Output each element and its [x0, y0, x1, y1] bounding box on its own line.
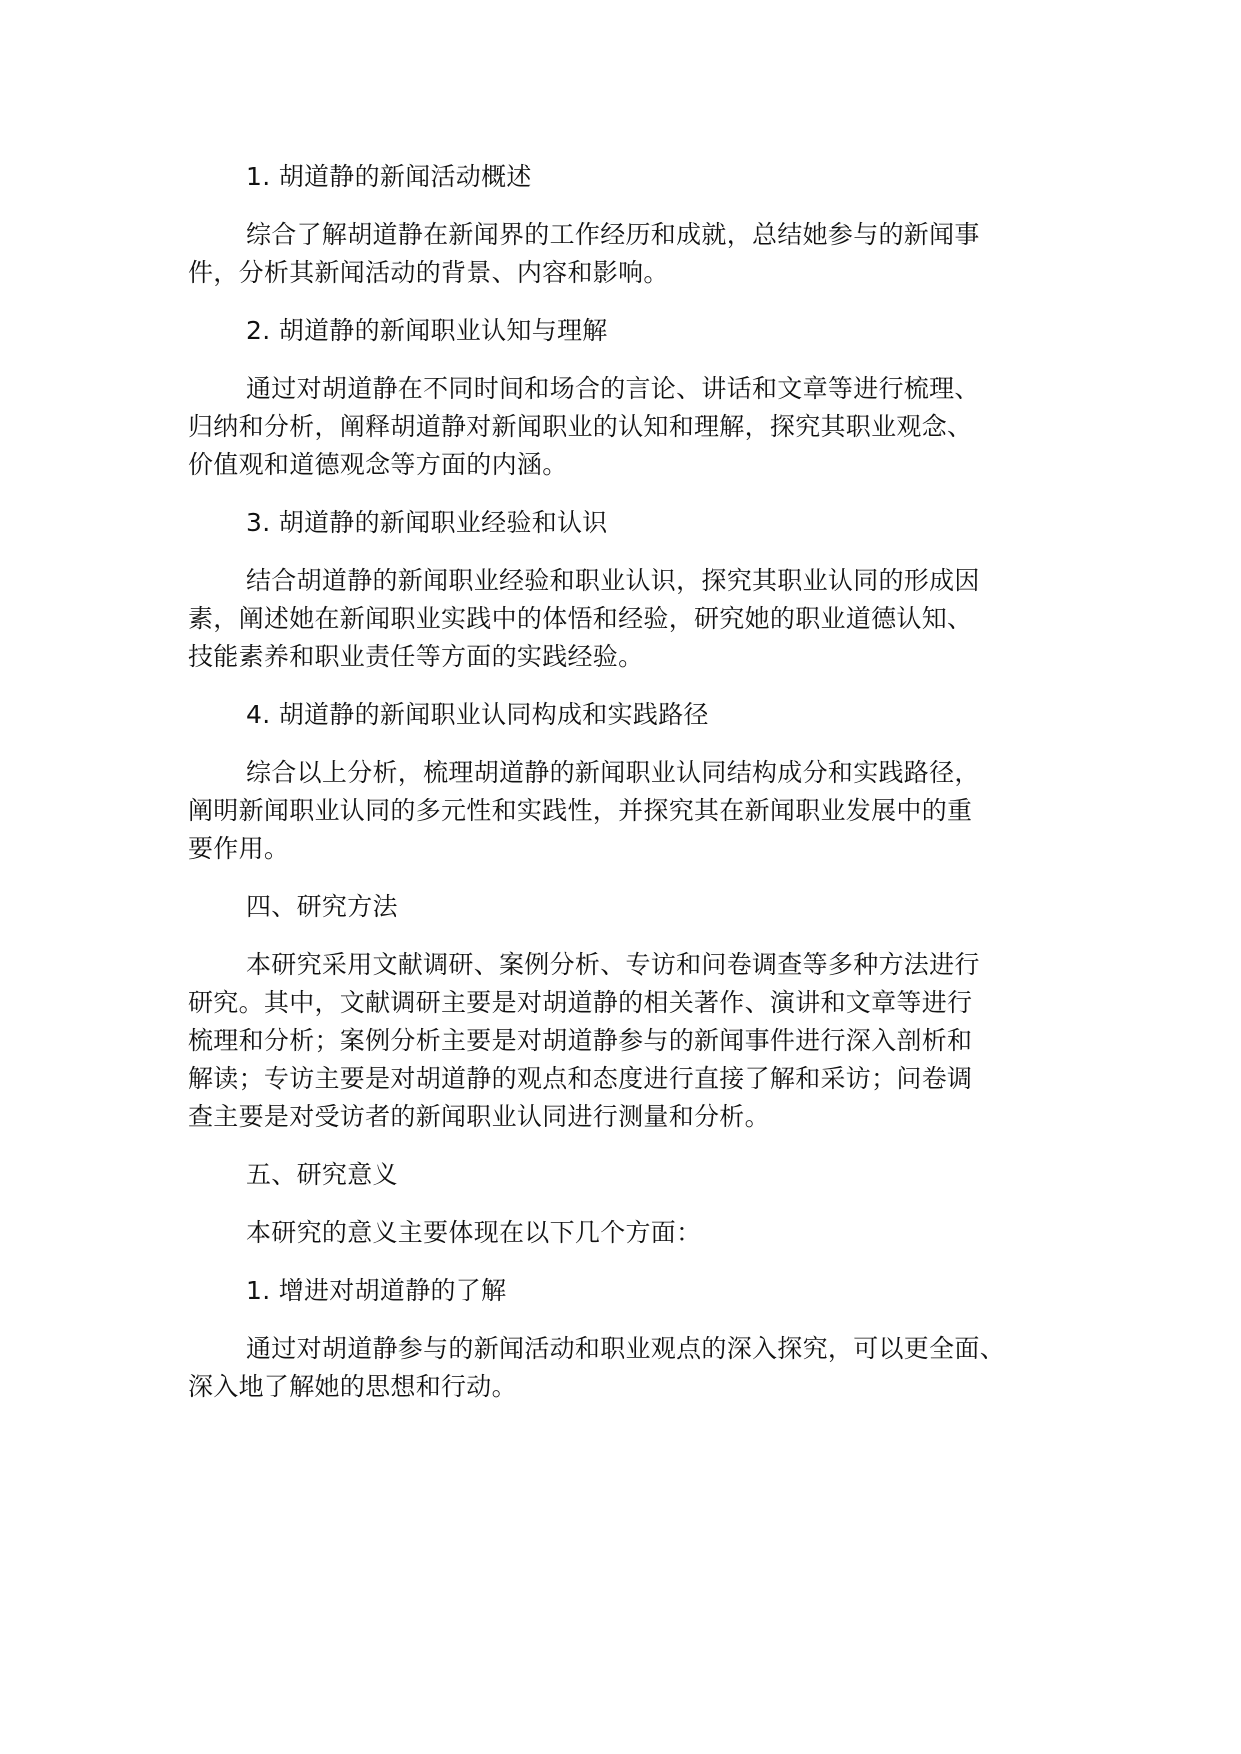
text-line: 件，分析其新闻活动的背景、内容和影响。: [188, 258, 669, 287]
text-line: 1. 胡道静的新闻活动概述: [246, 162, 532, 191]
section-heading: [188, 1272, 1068, 1310]
section-heading: [188, 1156, 1068, 1194]
text-line: 阐明新闻职业认同的多元性和实践性，并探究其在新闻职业发展中的重: [188, 796, 973, 825]
text-line: 本研究的意义主要体现在以下几个方面：: [246, 1218, 702, 1247]
text-line: 2. 胡道静的新闻职业认知与理解: [246, 316, 608, 345]
text-line: 结合胡道静的新闻职业经验和职业认识，探究其职业认同的形成因: [246, 566, 980, 595]
document-body: [188, 158, 1068, 1426]
paragraph: [188, 216, 1068, 292]
text-line: 五、研究意义: [246, 1160, 398, 1189]
text-line: 梳理和分析；案例分析主要是对胡道静参与的新闻事件进行深入剖析和: [188, 1026, 973, 1055]
section-heading: [188, 158, 1068, 196]
text-line: 综合以上分析，梳理胡道静的新闻职业认同结构成分和实践路径，: [246, 758, 980, 787]
paragraph: [188, 754, 1068, 868]
paragraph: [188, 946, 1068, 1136]
text-line: 查主要是对受访者的新闻职业认同进行测量和分析。: [188, 1102, 770, 1131]
text-line: 4. 胡道静的新闻职业认同构成和实践路径: [246, 700, 709, 729]
text-line: 综合了解胡道静在新闻界的工作经历和成就，总结她参与的新闻事: [246, 220, 980, 249]
text-line: 1. 增进对胡道静的了解: [246, 1276, 507, 1305]
text-line: 要作用。: [188, 834, 290, 863]
text-line: 深入地了解她的思想和行动。: [188, 1372, 517, 1401]
text-line: 通过对胡道静参与的新闻活动和职业观点的深入探究，可以更全面、: [246, 1334, 1006, 1363]
section-heading: [188, 312, 1068, 350]
text-line: 本研究采用文献调研、案例分析、专访和问卷调查等多种方法进行: [246, 950, 980, 979]
paragraph: [188, 562, 1068, 676]
text-line: 归纳和分析，阐释胡道静对新闻职业的认知和理解，探究其职业观念、: [188, 412, 973, 441]
paragraph: [188, 1330, 1068, 1406]
paragraph: [188, 370, 1068, 484]
section-heading: [188, 504, 1068, 542]
section-heading: [188, 696, 1068, 734]
section-heading: [188, 1214, 1068, 1252]
text-line: 技能素养和职业责任等方面的实践经验。: [188, 642, 644, 671]
section-heading: [188, 888, 1068, 926]
text-line: 价值观和道德观念等方面的内涵。: [188, 450, 568, 479]
text-line: 四、研究方法: [246, 892, 398, 921]
text-line: 研究。其中，文献调研主要是对胡道静的相关著作、演讲和文章等进行: [188, 988, 973, 1017]
text-line: 通过对胡道静在不同时间和场合的言论、讲话和文章等进行梳理、: [246, 374, 980, 403]
text-line: 解读；专访主要是对胡道静的观点和态度进行直接了解和采访；问卷调: [188, 1064, 973, 1093]
text-line: 素，阐述她在新闻职业实践中的体悟和经验，研究她的职业道德认知、: [188, 604, 973, 633]
text-line: 3. 胡道静的新闻职业经验和认识: [246, 508, 608, 537]
